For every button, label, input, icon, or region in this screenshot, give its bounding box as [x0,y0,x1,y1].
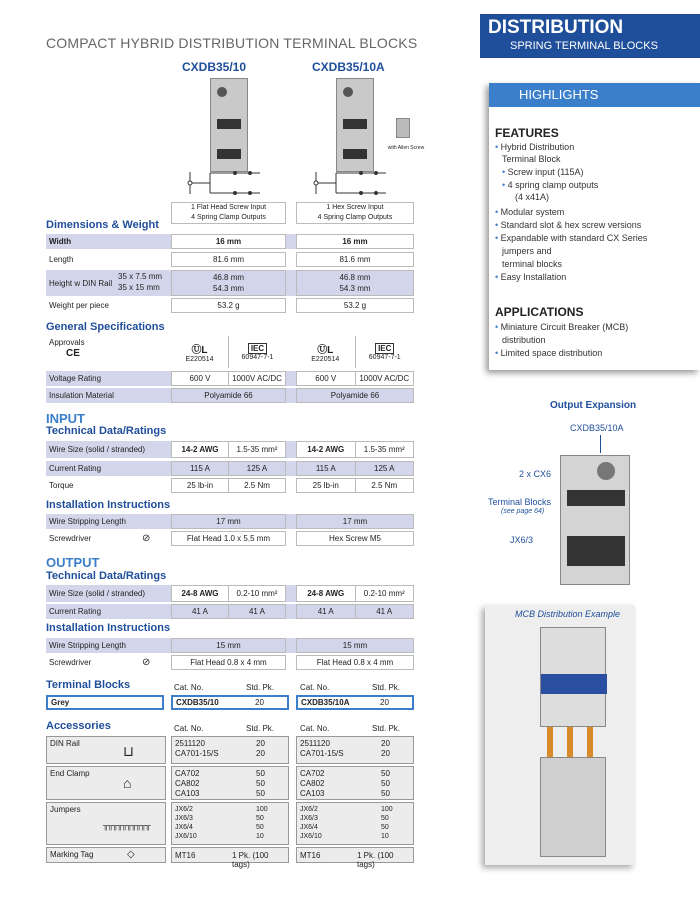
input-driver-label: Screwdriver [49,534,92,543]
output-driver-row [46,655,414,670]
feature-text: 4 spring clamp outputs [507,180,599,190]
insulation-row [46,388,414,403]
height-a-val: 46.8 mm [212,273,245,282]
input-strip-row [46,514,414,529]
jumper-cat: JX6/3 [300,815,318,822]
feature-text: Modular system [500,207,565,217]
din-cell-1 [171,736,289,764]
jumper-std: 50 [256,824,264,831]
clamp-std: 50 [256,779,265,788]
din-cell-2 [296,736,414,764]
jumper-cell-2 [296,802,414,845]
feature-item: • Standard slot & hex screw versions [495,220,642,230]
tb-std: 20 [380,698,389,707]
input-wire-label: Wire Size (solid / stranded) [49,445,146,454]
input-wire-2 [296,441,414,458]
tb-color-cell: Grey [46,695,164,710]
feature-text: Hybrid Distribution [500,142,575,152]
mcb-terminal-image [540,757,606,857]
voltage-label: Voltage Rating [49,374,102,383]
tag-cell-1 [171,847,289,869]
current-val: 125 A [374,464,395,473]
approvals-label: Approvals [49,338,85,347]
din-cat: 2511120 [175,739,205,748]
jumper-cat: JX6/10 [175,833,197,840]
output-current-1 [171,604,286,619]
feature-item: jumpers and [502,246,552,256]
expansion-tb-note: (see page 64) [501,508,545,515]
output-wire-1 [171,585,286,602]
input-strip-2: 17 mm [296,514,414,529]
caption-line: 1 Flat Head Screw Input [190,204,267,211]
tb-cat: CXDB35/10A [301,698,350,707]
torque-val: 2.5 Nm [371,481,398,490]
tb-item-1 [171,695,289,710]
feature-text: Easy Installation [500,272,567,282]
insulation-2: Polyamide 66 [296,388,414,403]
features-title: FEATURES [495,126,559,140]
jumper-cat: JX6/2 [175,806,193,813]
torque-val: 25 lb-in [172,479,229,492]
height-label: Height w DIN Rail [49,278,113,288]
wire-val: 14-2 AWG [172,442,229,457]
height-row [46,270,414,296]
expansion-jx: JX6/3 [510,535,534,545]
output-driver-1: Flat Head 0.8 x 4 mm [171,655,286,670]
feature-text: Standard slot & hex screw versions [500,220,642,230]
acc-std-header-2: Std. Pk. [372,724,401,733]
current-val: 41 A [172,605,229,618]
iec-mark-icon: IEC [248,343,267,354]
tb-std-header-1: Std. Pk. [246,683,275,692]
torque-val: 25 lb-in [297,479,356,492]
wire-val: 1.5-35 mm² [363,445,405,454]
current-val: 41 A [376,607,393,616]
clamp-cell-1 [171,766,289,800]
acc-cat-header-2: Cat. No. [300,724,330,733]
wire-val: 24-8 AWG [172,586,229,601]
app-text: Miniature Circuit Breaker (MCB) [500,322,629,332]
wire-val: 0.2-10 mm² [236,589,278,598]
ul-code: E220514 [311,356,340,363]
input-current-row [46,461,414,476]
input-strip-1: 17 mm [171,514,286,529]
voltage-1 [171,371,286,386]
feature-item: terminal blocks [502,259,563,269]
iec-code: 60947-7-1 [241,354,274,361]
iec-code: 60947-7-1 [368,354,401,361]
jumper-cat: JX6/4 [300,824,318,831]
caption-line: 1 Hex Screw Input [326,204,384,211]
app-item: distribution [502,335,546,345]
output-tech-title: Technical Data/Ratings [46,570,167,582]
input-torque-1 [171,478,286,493]
jumper-cat: JX6/2 [300,806,318,813]
height-a-val: 46.8 mm [339,273,371,282]
category-title: DISTRIBUTION [488,17,624,38]
tag-std: 1 Pk. (100 tags) [357,851,394,869]
output-current-2 [296,604,414,619]
feature-item: • Hybrid Distribution [495,142,575,152]
input-wire-row [46,441,414,458]
voltage-row [46,371,414,386]
output-strip-2: 15 mm [296,638,414,653]
length-label: Length [49,255,74,264]
input-strip-label: Wire Stripping Length [49,517,126,526]
ul-mark-icon: ⓊL [191,345,208,356]
width-val-1: 16 mm [171,234,286,249]
input-driver-1: Flat Head 1.0 x 5.5 mm [171,531,286,546]
jumper-std: 50 [256,815,264,822]
voltage-val: 1000V AC/DC [359,374,410,383]
feature-item: Terminal Block [502,154,561,164]
din-label: DIN Rail [50,739,80,748]
product-image-1 [210,78,248,172]
input-current-1 [171,461,286,476]
schematic-1 [180,168,270,198]
caption-line: 4 Spring Clamp Outputs [317,214,393,221]
feature-text: Screw input (115A) [507,167,584,177]
expansion-part: CXDB35/10A [570,423,624,433]
caption-line: 4 Spring Clamp Outputs [191,214,266,221]
screwdriver-icon: ⊘ [142,533,151,544]
jumper-std: 100 [256,806,268,813]
output-wire-row [46,585,414,602]
jumper-cat: JX6/4 [175,824,193,831]
width-row [46,234,414,249]
product-caption-2 [296,202,414,224]
expansion-image [560,455,630,585]
clamp-std: 50 [381,769,390,778]
voltage-val: 600 V [172,372,229,385]
weight-val-1: 53.2 g [171,298,286,313]
approvals-row [46,336,414,368]
weight-label: Weight per piece [49,301,109,310]
output-title: OUTPUT [46,555,100,570]
highlights-panel [489,83,700,370]
screwdriver-icon: ⊘ [142,657,151,668]
jumper-std: 50 [381,824,389,831]
clamp-cat: CA802 [175,779,200,788]
current-val: 115 A [172,462,229,475]
din-cat: 2511120 [300,739,330,748]
mcb-panel [485,605,635,865]
expansion-cx6: 2 x CX6 [519,469,552,479]
output-strip-row [46,638,414,653]
jumper-label: Jumpers [50,805,81,814]
tag-cat: MT16 [300,851,321,860]
weight-val-2: 53.2 g [296,298,414,313]
acc-std-header-1: Std. Pk. [246,724,275,733]
product-name-1: CXDB35/10 [182,60,247,74]
input-tech-title: Technical Data/Ratings [46,425,167,437]
din-std: 20 [381,749,390,758]
clamp-cell-2 [296,766,414,800]
input-current-label: Current Rating [49,464,102,473]
width-val-2: 16 mm [296,234,414,249]
input-title: INPUT [46,411,85,426]
height-b-val: 54.3 mm [212,284,245,293]
input-current-2 [296,461,414,476]
general-title: General Specifications [46,321,165,333]
jumpers-box [46,802,166,845]
jumper-cell-1 [171,802,289,845]
accessories-title: Accessories [46,720,111,732]
feature-text: Expandable with standard CX Series [500,233,648,243]
allen-screw-icon [396,118,410,138]
wire-val: 0.2-10 mm² [363,589,405,598]
ce-mark-icon: CE [66,348,80,359]
torque-val: 2.5 Nm [244,481,270,490]
din-std: 20 [381,739,390,748]
clamp-cat: CA103 [300,789,325,798]
wire-val: 1.5-35 mm² [236,445,278,454]
app-text: Limited space distribution [500,348,603,358]
width-label: Width [49,237,72,246]
din-rail-icon: ⊔ [123,743,134,759]
feature-item: • Modular system [495,207,565,217]
schematic-2 [306,168,396,198]
output-wire-2 [296,585,414,602]
approvals-1 [171,336,286,368]
mcb-title: MCB Distribution Example [515,609,621,619]
height-val-1 [171,270,286,296]
clamp-cat: CA702 [300,769,325,778]
din-std: 20 [256,739,265,748]
output-driver-label: Screwdriver [49,658,92,667]
jumper-icon: ╥╥╥╥╥╥╥╥╥╥ [103,821,150,830]
subcategory-title: SPRING TERMINAL BLOCKS [510,40,658,52]
length-row [46,252,414,267]
iec-mark-icon: IEC [375,343,394,354]
weight-row [46,298,414,313]
voltage-val: 1000V AC/DC [232,374,282,383]
ul-mark-icon: ⓊL [317,345,334,356]
marking-tag-box [46,847,166,863]
input-inst-title: Installation Instructions [46,499,171,511]
tag-std: 1 Pk. (100 tags) [232,851,269,869]
jumper-std: 10 [381,833,389,840]
expansion-tb: Terminal Blocks [488,497,552,507]
height-b-val: 54.3 mm [339,284,371,293]
din-rail-box [46,736,166,764]
input-torque-2 [296,478,414,493]
tb-std: 20 [255,698,264,707]
app-item: • Limited space distribution [495,348,603,358]
mcb-breaker-image [540,627,606,727]
feature-item: • Expandable with standard CX Series [495,233,648,243]
highlights-title: HIGHLIGHTS [489,83,700,107]
output-wire-label: Wire Size (solid / stranded) [49,589,146,598]
end-clamp-icon: ⌂ [123,775,132,791]
tb-item-2 [296,695,414,710]
height-val-2 [296,270,414,296]
length-val-2: 81.6 mm [296,252,414,267]
jumper-cat: JX6/3 [175,815,193,822]
wire-val: 14-2 AWG [297,442,356,457]
expansion-title: Output Expansion [550,400,637,411]
screw-label: with Allen Screw [387,145,425,151]
voltage-2 [296,371,414,386]
marking-tag-icon: ◇ [127,849,135,860]
tb-std-header-2: Std. Pk. [372,683,401,692]
expansion-leader [600,435,601,453]
clamp-label: End Clamp [50,769,90,778]
feature-item: • Easy Installation [495,272,567,282]
input-torque-label: Torque [49,481,74,490]
clamp-cat: CA103 [175,789,200,798]
jumper-std: 50 [381,815,389,822]
tb-cat: CXDB35/10 [176,698,219,707]
input-torque-row [46,478,414,493]
clamp-std: 50 [381,779,390,788]
ul-code: E220514 [185,356,214,363]
output-strip-label: Wire Stripping Length [49,641,126,650]
input-wire-1 [171,441,286,458]
product-image-2 [336,78,374,172]
jumper-std: 10 [256,833,264,840]
approvals-2 [296,336,414,368]
output-driver-2: Flat Head 0.8 x 4 mm [296,655,414,670]
wire-val: 24-8 AWG [297,586,356,601]
tb-cat-header-1: Cat. No. [174,683,204,692]
voltage-val: 600 V [297,372,356,385]
length-val-1: 81.6 mm [171,252,286,267]
terminal-blocks-title: Terminal Blocks [46,679,131,691]
clamp-std: 50 [256,789,265,798]
current-val: 125 A [246,464,268,473]
output-current-row [46,604,414,619]
tag-label: Marking Tag [50,850,94,859]
feature-item: • 4 spring clamp outputs [502,180,599,190]
clamp-cat: CA702 [175,769,200,778]
din-cat: CA701-15/S [300,749,344,758]
height-b: 35 x 15 mm [118,283,160,292]
tag-cell-2 [296,847,414,869]
page-title: COMPACT HYBRID DISTRIBUTION TERMINAL BLOCKS [46,35,418,51]
feature-item: (4 x41A) [515,192,550,202]
input-driver-2: Hex Screw M5 [296,531,414,546]
dimensions-title: Dimensions & Weight [46,219,159,231]
product-caption-1 [171,202,286,224]
app-item: • Miniature Circuit Breaker (MCB) [495,322,629,332]
acc-cat-header-1: Cat. No. [174,724,204,733]
tb-cat-header-2: Cat. No. [300,683,330,692]
output-current-label: Current Rating [49,607,102,616]
height-a: 35 x 7.5 mm [118,272,163,281]
jumper-std: 100 [381,806,393,813]
jumper-cat: JX6/10 [300,833,322,840]
insulation-label: Insulation Material [49,391,114,400]
category-banner [480,14,700,58]
din-cat: CA701-15/S [175,749,219,758]
output-strip-1: 15 mm [171,638,286,653]
feature-item: • Screw input (115A) [502,167,584,177]
insulation-1: Polyamide 66 [171,388,286,403]
current-val: 115 A [297,462,356,475]
clamp-std: 50 [256,769,265,778]
end-clamp-box [46,766,166,800]
din-std: 20 [256,749,265,758]
output-inst-title: Installation Instructions [46,622,171,634]
clamp-cat: CA802 [300,779,325,788]
product-name-2: CXDB35/10A [312,60,385,74]
applications-title: APPLICATIONS [495,305,584,319]
input-driver-row [46,531,414,546]
current-val: 41 A [297,605,356,618]
current-val: 41 A [248,607,265,616]
tag-cat: MT16 [175,851,196,860]
clamp-std: 50 [381,789,390,798]
